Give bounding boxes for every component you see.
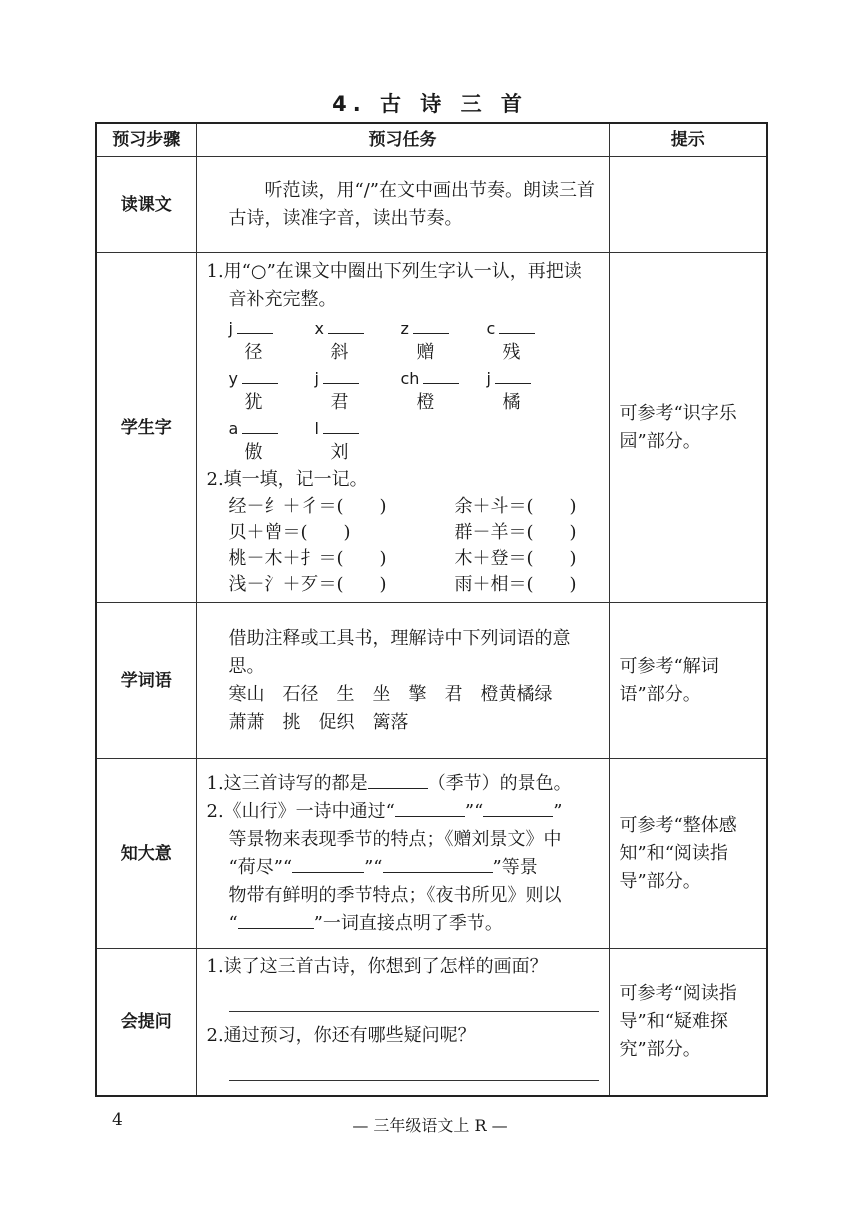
pinyin-blank xyxy=(328,319,364,334)
preview-table xyxy=(95,122,768,1097)
character: 径 xyxy=(244,341,263,363)
lesson-title: 4. 古 诗 三 首 xyxy=(332,92,528,116)
words-line-2: 萧萧 挑 促织 篱落 xyxy=(228,711,409,733)
character: 君 xyxy=(330,391,349,413)
equation-grid xyxy=(229,494,599,598)
ask-question-2: 2.通过预习，你还有哪些疑问呢？ xyxy=(206,1025,476,1046)
pinyin-blank xyxy=(242,369,278,384)
pinyin-item xyxy=(487,318,573,366)
row-meaning: 知大意 1.这三首诗写的都是 （季节）的景色。 2.《山行》一诗中通过“ ”“ ” 等景物来表现季节的特点；《赠刘景文》中 “荷尽”“ ”“ ”等景 物带有鲜明的季节特点；《夜书所见》则以 “ ”一词直接点明了季节。 可参考“整体感知”和“阅读指导”部分。 xyxy=(96,759,767,949)
hint-words: 可参考“解词语”部分。 xyxy=(609,603,767,759)
read-task-text: 听范读，用“/”在文中画出节奏。朗读三首古诗，读准字音，读出节奏。 xyxy=(228,179,595,229)
blank-1 xyxy=(395,798,465,817)
pinyin-item xyxy=(401,318,487,366)
step-meaning: 知大意 xyxy=(96,759,196,949)
pinyin-initial: j xyxy=(486,368,491,388)
pinyin-initial: c xyxy=(486,318,496,338)
pinyin-item xyxy=(315,368,401,416)
pinyin-item xyxy=(315,318,401,366)
header-task: 预习任务 xyxy=(196,123,609,157)
character: 赠 xyxy=(416,341,435,363)
pinyin-initial: j xyxy=(314,368,319,388)
equation-item: 经－纟＋彳＝( ) xyxy=(228,495,387,517)
pinyin-item xyxy=(229,418,315,466)
step-ask: 会提问 xyxy=(96,949,196,1097)
pinyin-blank xyxy=(323,419,359,434)
chars-task xyxy=(196,253,609,603)
character: 傲 xyxy=(244,441,263,463)
equation-item: 余＋斗＝( ) xyxy=(454,495,577,517)
pinyin-row xyxy=(229,318,599,366)
pinyin-blank xyxy=(237,319,273,334)
hint-chars: 可参考“识字乐园”部分。 xyxy=(609,253,767,603)
blank-4 xyxy=(383,854,493,873)
pinyin-blank xyxy=(423,369,459,384)
step-chars: 学生字 xyxy=(96,253,196,603)
equation-item: 浅－氵＋歹＝( ) xyxy=(228,573,387,595)
character: 橙 xyxy=(416,391,435,413)
character: 残 xyxy=(502,341,521,363)
equation-item: 贝＋曾＝( ) xyxy=(228,521,351,543)
step-read: 读课文 xyxy=(96,157,196,253)
pinyin-item xyxy=(229,368,315,416)
pinyin-initial: l xyxy=(314,418,319,438)
row-read xyxy=(96,157,767,253)
pinyin-blank xyxy=(495,369,531,384)
pinyin-blank xyxy=(323,369,359,384)
character: 刘 xyxy=(330,441,349,463)
hint-read-empty xyxy=(609,157,767,253)
character: 犹 xyxy=(244,391,263,413)
pinyin-initial: x xyxy=(314,318,324,338)
blank-5 xyxy=(238,910,314,929)
equation-item: 木＋登＝( ) xyxy=(454,547,577,569)
pinyin-item xyxy=(315,418,401,466)
character: 斜 xyxy=(330,341,349,363)
hint-ask: 可参考“阅读指导”和“疑难探究”部分。 xyxy=(609,949,767,1097)
equation-item: 群－羊＝( ) xyxy=(454,521,577,543)
equation-item: 雨＋相＝( ) xyxy=(454,573,577,595)
header-step: 预习步骤 xyxy=(96,123,196,157)
hint-meaning: 可参考“整体感知”和“阅读指导”部分。 xyxy=(609,759,767,949)
answer-line-2 xyxy=(229,1056,599,1081)
character: 橘 xyxy=(502,391,521,413)
pinyin-initial: y xyxy=(228,368,238,388)
blank-3 xyxy=(292,854,364,873)
words-line-1: 寒山 石径 生 坐 擎 君 橙黄橘绿 xyxy=(228,683,553,705)
pinyin-initial: ch xyxy=(400,368,420,388)
pinyin-row xyxy=(229,418,599,466)
season-blank xyxy=(368,770,428,789)
pinyin-blank xyxy=(413,319,449,334)
row-words xyxy=(96,603,767,759)
pinyin-initial: a xyxy=(228,418,239,438)
pinyin-initial: j xyxy=(228,318,233,338)
page-footer: — 三年级语文上 R — xyxy=(352,1116,508,1135)
answer-line-1 xyxy=(229,987,599,1012)
pinyin-initial: z xyxy=(400,318,409,338)
header-row xyxy=(96,123,767,157)
chars-question-2: 2.填一填，记一记。 xyxy=(206,468,368,490)
chars-question-1: 1.用“○”在课文中圈出下列生字认一认，再把读音补充完整。 xyxy=(206,260,582,310)
page-number: 4 xyxy=(112,1110,123,1130)
meaning-question-2: 2.《山行》一诗中通过“ ”“ ” xyxy=(207,798,599,826)
pinyin-blank xyxy=(499,319,535,334)
pinyin-item xyxy=(401,368,487,416)
row-ask xyxy=(96,949,767,1097)
blank-2 xyxy=(483,798,553,817)
pinyin-item xyxy=(229,318,315,366)
words-intro: 借助注释或工具书，理解诗中下列词语的意思。 xyxy=(228,627,571,677)
equation-item: 桃－木＋扌＝( ) xyxy=(228,547,387,569)
pinyin-row xyxy=(229,368,599,416)
meaning-question-1: 1.这三首诗写的都是 （季节）的景色。 xyxy=(207,770,599,798)
pinyin-item xyxy=(487,368,573,416)
ask-question-1: 1.读了这三首古诗，你想到了怎样的画面？ xyxy=(206,956,548,977)
step-words: 学词语 xyxy=(96,603,196,759)
pinyin-grid xyxy=(207,318,599,466)
row-chars xyxy=(96,253,767,603)
pinyin-blank xyxy=(242,419,278,434)
header-hint: 提示 xyxy=(609,123,767,157)
